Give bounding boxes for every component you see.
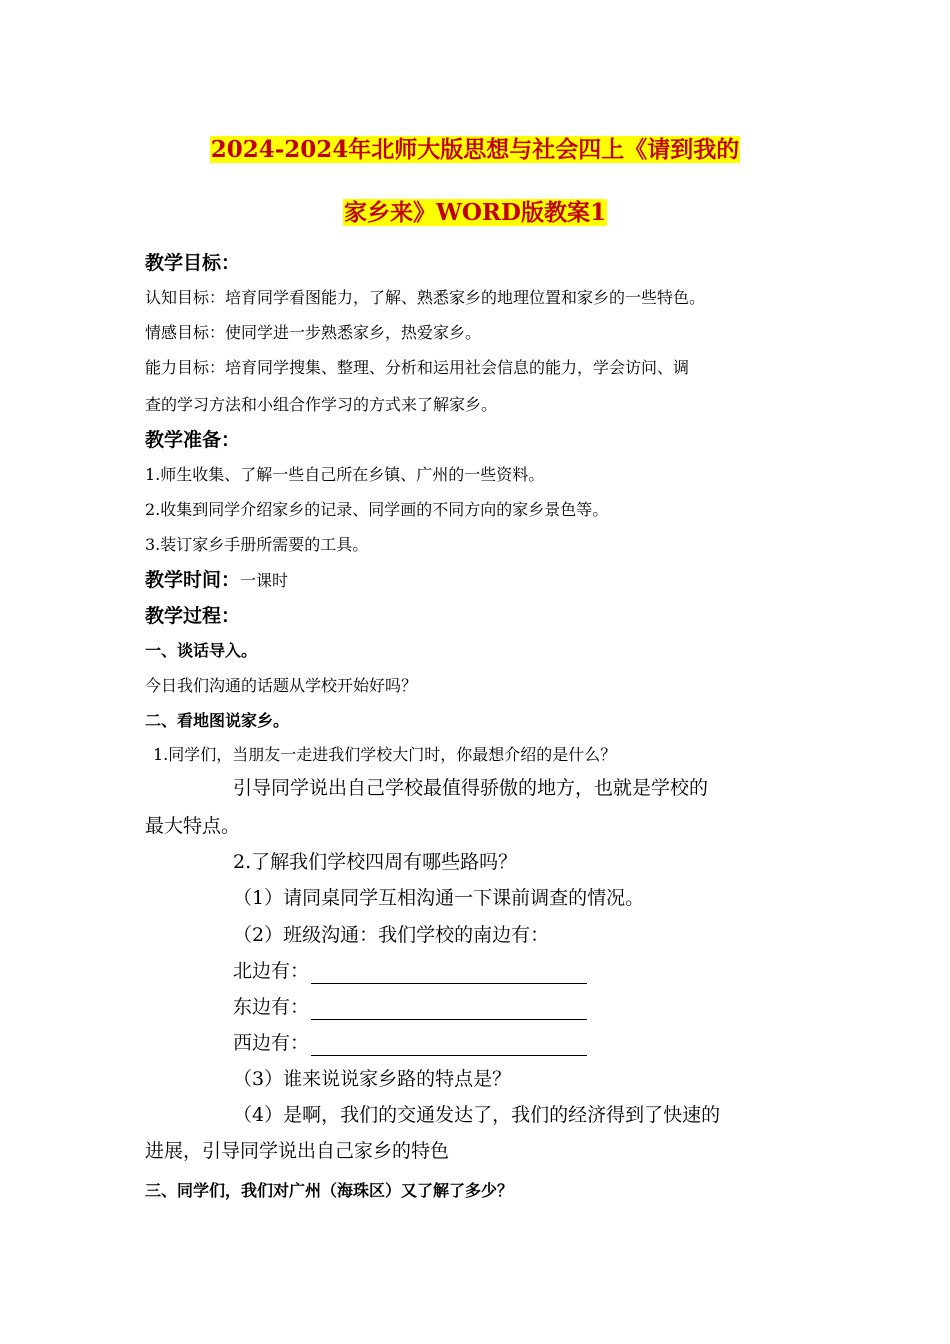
- section-2-title: 二、看地图说家乡。: [145, 711, 290, 730]
- west-blank-line: [311, 1035, 587, 1056]
- sub-item-2: （2）班级沟通：我们学校的南边有：: [233, 924, 550, 946]
- prep-item-1: 1.师生收集、了解一些自己所在乡镇、广州的一些资料。: [145, 465, 545, 484]
- prep-item-2: 2.收集到同学介绍家乡的记录、同学画的不同方向的家乡景色等。: [145, 500, 609, 519]
- title-line-1: 2024-2024年北师大版思想与社会四上《请到我的: [210, 136, 740, 163]
- sub-item-4-line-1: （4）是啊，我们的交通发达了，我们的经济得到了快速的: [233, 1104, 721, 1126]
- north-blank-line: [311, 963, 587, 984]
- goal-cognitive: 认知目标：培育同学看图能力，了解、熟悉家乡的地理位置和家乡的一些特色。: [145, 288, 706, 307]
- east-row: [233, 994, 587, 1020]
- west-row: [233, 1030, 587, 1056]
- prep-heading: 教学准备：: [145, 429, 241, 451]
- sub-item-1: （1）请同桌同学互相沟通一下课前调查的情况。: [233, 887, 645, 909]
- question-2: 2.了解我们学校四周有哪些路吗？: [233, 851, 518, 873]
- goals-heading: 教学目标：: [145, 252, 241, 274]
- prep-item-3: 3.装订家乡手册所需要的工具。: [145, 535, 369, 554]
- goal-emotional: 情感目标：使同学进一步熟悉家乡，热爱家乡。: [145, 323, 482, 342]
- guide-line-1: 引导同学说出自己学校最值得骄傲的地方，也就是学校的: [233, 777, 709, 799]
- section-1-text: 今日我们沟通的话题从学校开始好吗？: [145, 676, 418, 695]
- guide-line-2: 最大特点。: [145, 815, 241, 837]
- east-blank-line: [311, 999, 587, 1020]
- west-label: 西边有：: [233, 1032, 310, 1054]
- north-row: [233, 958, 587, 984]
- east-label: 东边有：: [233, 996, 310, 1018]
- goal-ability-line-1: 能力目标：培育同学搜集、整理、分析和运用社会信息的能力，学会访问、调: [145, 358, 690, 377]
- time-value: 一课时: [240, 571, 289, 590]
- section-3-title: 三、同学们，我们对广州（海珠区）又了解了多少？: [145, 1181, 514, 1200]
- sub-item-4-line-2: 进展，引导同学说出自己家乡的特色: [145, 1140, 450, 1162]
- title-line-2: 家乡来》WORD版教案1: [344, 199, 606, 226]
- process-heading: 教学过程：: [145, 605, 241, 627]
- time-row: [145, 567, 288, 594]
- section-1-title: 一、谈话导入。: [145, 641, 258, 660]
- goal-ability-line-2: 查的学习方法和小组合作学习的方式来了解家乡。: [145, 395, 498, 414]
- sub-item-3: （3）谁来说说家乡路的特点是？: [233, 1068, 512, 1090]
- time-heading: 教学时间：: [145, 569, 241, 591]
- north-label: 北边有：: [233, 960, 310, 982]
- question-1: 1.同学们，当朋友一走进我们学校大门时，你最想介绍的是什么？: [153, 745, 617, 764]
